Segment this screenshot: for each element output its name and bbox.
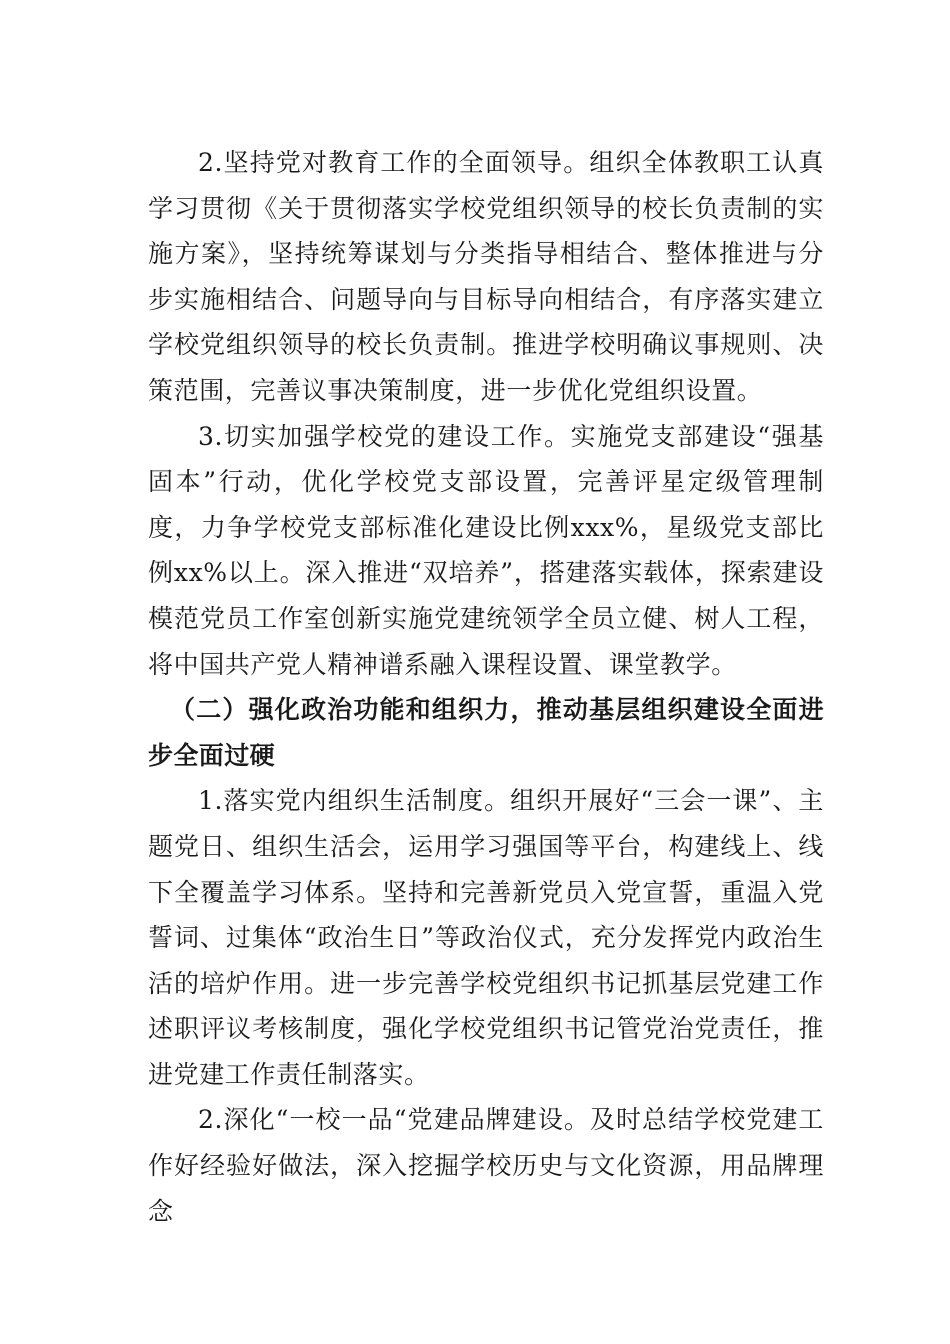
document-body (148, 140, 824, 1234)
paragraph-organization-life: 1.落实党内组织生活制度。组织开展好“三会一课”、主题党日、组织生活会，运用学习强国等平台，构建线上、线下全覆盖学习体系。坚持和完善新党员入党宣誓，重温入党誓词、过集体“政治生日”等政治仪式，充分发挥党内政治生活的培炉作用。进一步完善学校党组织书记抓基层党建工作述职评议考核制度，强化学校党组织书记管党治党责任，推进党建工作责任制落实。 (148, 786, 824, 1089)
section-heading: （二）强化政治功能和组织力，推动基层组织建设全面进步全面过硬 (148, 695, 824, 770)
paragraph-party-leadership: 2.坚持党对教育工作的全面领导。组织全体教职工认真学习贯彻《关于贯彻落实学校党组织领导的校长负责制的实施方案》，坚持统筹谋划与分类指导相结合、整体推进与分步实施相结合、问题导向与目标导向相结合，有序落实建立学校党组织领导的校长负责制。推进学校明确议事规则、决策范围，完善议事决策制度，进一步优化党组织设置。 (148, 148, 824, 405)
paragraph-brand-building: 2.深化“一校一品“党建品牌建设。及时总结学校党建工作好经验好做法，深入挖掘学校历史与文化资源，用品牌理念 (148, 1105, 824, 1226)
paragraph-party-building: 3.切实加强学校党的建设工作。实施党支部建设“强基固本”行动，优化学校党支部设置，完善评星定级管理制度，力争学校党支部标准化建设比例xxx%，星级党支部比例xx%以上。深入推进“双培养”，搭建落实载体，探索建设模范党员工作室创新实施党建统领学全员立健、树人工程，将中国共产党人精神谱系融入课程设置、课堂教学。 (148, 421, 824, 679)
